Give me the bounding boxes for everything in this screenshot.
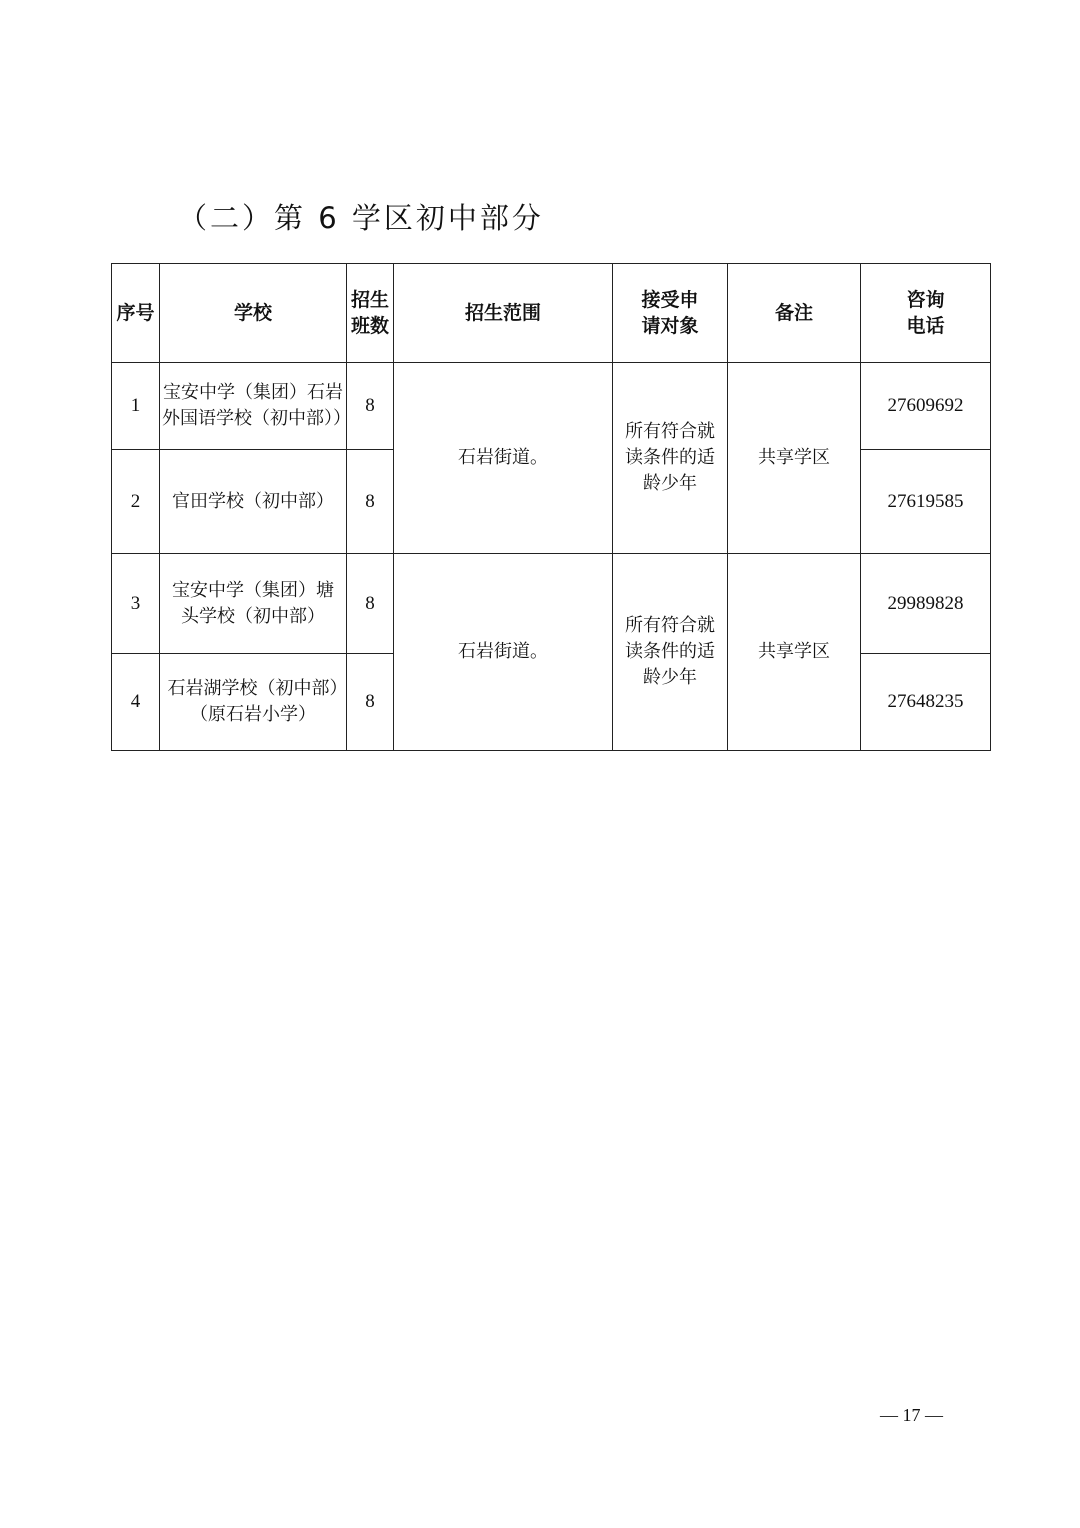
row-index: 3	[112, 554, 160, 654]
row-index: 4	[112, 654, 160, 751]
row-school: 宝安中学（集团）石岩外国语学校（初中部））	[160, 363, 347, 450]
group-scope: 石岩街道。	[394, 554, 613, 751]
row-index: 2	[112, 450, 160, 554]
row-school	[160, 654, 347, 751]
header-index: 序号	[112, 264, 160, 363]
group-applicants-label: 所有符合就读条件的适龄少年	[625, 421, 715, 494]
header-phone-label: 咨询电话	[906, 289, 945, 337]
row-phone: 29989828	[861, 554, 991, 654]
group-applicants	[613, 554, 728, 751]
row-school-label: 石岩湖学校（初中部）（原石岩小学）	[167, 678, 339, 725]
group-applicants	[613, 363, 728, 554]
row-classes: 8	[347, 450, 394, 554]
group-scope: 石岩街道。	[394, 363, 613, 554]
row-school-label: 宝安中学（集团）塘头学校（初中部）	[172, 579, 334, 627]
row-phone: 27609692	[861, 363, 991, 450]
row-school	[160, 554, 347, 654]
table-header-row	[112, 264, 991, 363]
row-index: 1	[112, 363, 160, 450]
header-applicants	[613, 264, 728, 363]
row-phone: 27619585	[861, 450, 991, 554]
group-notes: 共享学区	[728, 554, 861, 751]
header-classes: 招生班数	[347, 264, 394, 363]
section-title: （二）第 6 学区初中部分	[178, 201, 544, 235]
row-classes: 8	[347, 554, 394, 654]
group-notes: 共享学区	[728, 363, 861, 554]
group-applicants-label: 所有符合就读条件的适龄少年	[625, 615, 715, 688]
enrollment-table	[111, 263, 991, 751]
header-school: 学校	[160, 264, 347, 363]
page-number: — 17 —	[880, 1405, 943, 1425]
row-classes: 8	[347, 654, 394, 751]
table-row	[112, 363, 991, 450]
header-scope: 招生范围	[394, 264, 613, 363]
row-school: 官田学校（初中部）	[160, 450, 347, 554]
table-row	[112, 554, 991, 654]
header-phone	[861, 264, 991, 363]
row-classes: 8	[347, 363, 394, 450]
header-notes: 备注	[728, 264, 861, 363]
header-applicants-label: 接受申请对象	[641, 289, 699, 337]
row-phone: 27648235	[861, 654, 991, 751]
